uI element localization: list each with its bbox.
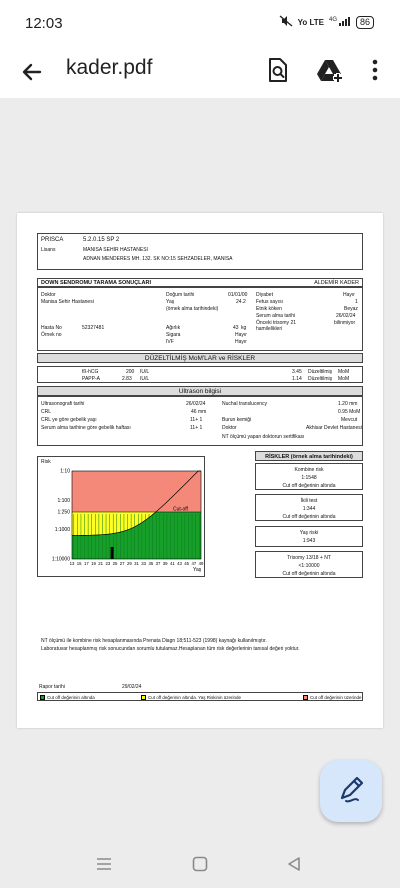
footnote-2: Laboratuvar hesaplanmış risk sonucundan sorumlu tutulamaz.Hesaplanan tüm risk değerlerinin tanısal değeri yoktur. (41, 646, 300, 652)
header-box (37, 233, 363, 270)
agirlik-label: Ağırlık (166, 325, 181, 331)
ornek-no-label: Örnek no (41, 332, 62, 338)
menu-lines-icon (94, 856, 114, 872)
search-document-button[interactable] (262, 55, 292, 85)
fetus-label: Fetus sayısı (256, 299, 283, 305)
legend-swatch-mid (141, 695, 146, 700)
risk-card (255, 463, 363, 490)
etnik-value: Beyaz (344, 306, 358, 312)
license-label: Lisans (41, 247, 56, 253)
risk-card (255, 551, 363, 578)
x-tick-label: 41 (169, 561, 175, 566)
more-options-button[interactable] (364, 55, 386, 85)
risk-title: Yaş riski (299, 530, 319, 536)
software-version: 5.2.0.15 SP 2 (83, 237, 120, 243)
x-tick-label: 31 (134, 561, 139, 566)
hasta-no-value: 52327481 (82, 325, 105, 331)
y-ticks (52, 469, 70, 563)
x-tick-label: 17 (83, 561, 89, 566)
legend-swatch-high (303, 695, 308, 700)
sigara-value: Hayır (235, 332, 247, 338)
nt-value: 1.20 mm (338, 401, 358, 407)
mute-icon (279, 15, 293, 30)
y-tick-label: 1:100 (57, 497, 70, 504)
x-tick-label: 15 (76, 561, 82, 566)
y-tick-label: 1:10 (60, 468, 70, 475)
pdf-page (17, 213, 383, 728)
nt-label: Nuchal translucency (222, 401, 268, 407)
x-tick-label: 25 (112, 561, 118, 566)
risk-card (255, 494, 363, 521)
agirlik-unit: kg (241, 325, 247, 331)
ultrasound-title: Ultrason bilgisi (178, 388, 222, 395)
app-bar (0, 46, 400, 98)
serum-age-label: Serum alma tarihine göre gebelik haftası (41, 425, 131, 431)
risk-card (255, 526, 363, 547)
volte-icon: Yo LTE (297, 17, 324, 27)
legend-label: Cut off değerinin üzerinde (310, 694, 362, 700)
risk-note: Cut off değerinin altında (282, 571, 336, 577)
license-line2: ADNAN MENDERES MH. 132. SK NO:15 SEHZADELER, MANISA (83, 256, 233, 262)
report-title: DOWN SENDROMU TARAMA SONUÇLARI (41, 280, 151, 286)
us-doctor-label: Doktor (222, 425, 237, 431)
us-date-label: Ultrasonografi tarihi (41, 401, 85, 407)
ultrasound-header (37, 386, 363, 396)
y-tick-label: 1:1000 (54, 527, 70, 534)
risk-title: İkili test (300, 498, 318, 504)
x-tick-label: 35 (148, 561, 154, 566)
marker-value: 2.83 (122, 376, 132, 382)
software-label: PRISCA (41, 237, 64, 243)
onceki-label2: hamilelikleri (256, 326, 283, 332)
home-button[interactable] (191, 855, 209, 873)
cutoff-label: Cut-off (173, 506, 188, 513)
risk-value: <1:10000 (298, 563, 320, 569)
us-date-value: 26/02/24 (186, 401, 206, 407)
mom-section-title: DÜZELTİLMİŞ MoM'LAR ve RİSKLER (144, 355, 256, 362)
etnik-label: Etnik köken (256, 306, 282, 312)
marker-unit: IU/L (140, 369, 150, 375)
risk-note: Cut off değerinin altında (282, 514, 336, 520)
serum-label: Serum alma tarihi (256, 313, 296, 319)
risks-header (255, 451, 363, 461)
risk-chart-box (37, 456, 205, 577)
crl-age-label: CRL ye göre gebelik yaşı (41, 417, 97, 423)
status-bar (0, 0, 400, 46)
agirlik-value: 43 (233, 325, 239, 331)
license-line1: MANISA SEHIR HASTANESI (83, 247, 148, 253)
risk-title: Kombine risk (294, 467, 324, 473)
marker-name: fß-hCG (82, 369, 99, 375)
us-doctor-value: Akhisar Devlet Hastanesi (306, 425, 362, 431)
edit-pen-icon (320, 760, 382, 822)
arrow-left-icon (18, 58, 46, 86)
x-tick-label: 45 (184, 561, 190, 566)
hasta-no-label: Hasta No (41, 325, 62, 331)
x-tick-label: 19 (91, 561, 96, 566)
back-nav-button[interactable] (285, 855, 303, 873)
y-tick-label: 1:10000 (51, 556, 70, 563)
edit-fab[interactable] (320, 760, 382, 822)
x-tick-label: 21 (98, 561, 104, 566)
svg-text:4G: 4G (328, 17, 337, 23)
nt-mom: 0.95 MoM (338, 409, 361, 415)
mom-section-header (37, 353, 363, 363)
diyabet-label: Diyabet (256, 292, 273, 298)
yas-label: Yaş (166, 299, 175, 305)
marker-mom-label: Düzeltilmiş (308, 369, 333, 375)
yas-value: 24.2 (236, 299, 246, 305)
ivf-label: IVF (166, 339, 174, 345)
fetus-value: 1 (355, 299, 358, 305)
x-tick-label: 49 (198, 561, 204, 566)
yas-note: (örnek alma tarihindeki) (166, 306, 219, 312)
risk-chart (38, 457, 204, 576)
x-tick-label: 13 (69, 561, 75, 566)
markers-box (37, 366, 363, 383)
risk-value: 1:943 (302, 538, 316, 544)
report-title-row (37, 278, 363, 287)
onceki-value: bilinmiyor (334, 320, 356, 326)
marker-mom-unit: MoM (338, 369, 350, 375)
cert-label: NT ölçümü yapan doktorun sertifikası (222, 434, 305, 440)
nasal-value: Mevcut (341, 417, 358, 423)
marker-unit: IU/L (140, 376, 150, 382)
legend-label: Cut off değerinin altında. Yaş Riskinin üzerinde (148, 694, 242, 700)
marker-mom: 3.45 (292, 369, 302, 375)
x-tick-label: 43 (177, 561, 182, 566)
report-date-label: Rapor tarihi (39, 684, 65, 690)
ultrasound-box (37, 396, 363, 446)
chart-xlabel: Yaş (193, 567, 202, 573)
crl-value: 46 mm (191, 409, 207, 415)
marker-value: 200 (126, 369, 135, 375)
ivf-value: Hayır (235, 339, 247, 345)
x-tick-label: 29 (126, 561, 132, 566)
patient-name: ALDEMİR KADER (314, 280, 359, 286)
more-vert-icon (364, 55, 386, 85)
recent-apps-button[interactable] (94, 856, 114, 872)
marker-mom-label: Düzeltilmiş (308, 376, 333, 382)
patient-info-box (37, 287, 363, 351)
risk-value: 1:1548 (301, 475, 317, 481)
drive-add-icon (314, 55, 344, 85)
document-title: kader.pdf (66, 56, 153, 79)
x-tick-label: 37 (155, 561, 161, 566)
legend-swatch-low (40, 695, 45, 700)
status-icons (279, 15, 374, 30)
sigara-label: Sigara (166, 332, 181, 338)
crl-age-value: 11+ 1 (190, 417, 203, 423)
risk-note: Cut off değerinin altında (282, 483, 336, 489)
doktor-label: Doktor (41, 292, 56, 298)
legend-box (37, 692, 363, 701)
doktor-value: Manisa Sehir Hastanesi (41, 299, 94, 305)
home-square-icon (191, 855, 209, 873)
dogum-value: 01/01/00 (228, 292, 248, 298)
x-tick-label: 47 (191, 561, 197, 566)
report-date-value: 29/02/24 (122, 684, 142, 690)
x-tick-label: 33 (141, 561, 147, 566)
legend-label: Cut off değerinin altında (47, 694, 95, 700)
add-to-drive-button[interactable] (314, 55, 344, 85)
serum-age-value: 11+ 1 (190, 425, 203, 431)
serum-value: 26/02/24 (336, 313, 356, 319)
marker-mom: 1.14 (292, 376, 302, 382)
y-tick-label: 1:250 (57, 509, 70, 516)
x-tick-label: 39 (162, 561, 168, 566)
back-triangle-icon (285, 855, 303, 873)
x-tick-label: 27 (119, 561, 125, 566)
onceki-label: Önceki trisomy 21 (256, 320, 297, 326)
x-ticks (70, 561, 204, 566)
signal-icon (329, 15, 351, 30)
chart-ylabel: Risk (41, 459, 51, 465)
crl-label: CRL (41, 409, 52, 415)
x-tick-label: 23 (105, 561, 111, 566)
system-nav-bar (0, 840, 400, 888)
nasal-label: Burun kemiği (222, 417, 252, 423)
status-time: 12:03 (25, 15, 63, 32)
dogum-label: Doğum tarihi (166, 292, 195, 298)
marker-mom-unit: MoM (338, 376, 350, 382)
risk-value: 1:344 (302, 506, 316, 512)
document-search-icon (262, 55, 292, 85)
marker-name: PAPP-A (82, 376, 100, 382)
risk-title: Trisomy 13/18 + NT (287, 555, 331, 561)
battery-icon: 86 (356, 16, 374, 29)
diyabet-value: Hayır (343, 292, 355, 298)
back-button[interactable] (18, 58, 46, 86)
patient-marker (111, 547, 114, 559)
footnote-1: NT ölçümü ile kombine risk hesaplanmasında Prenata Diagn 18;511-523 (1998) kaynağı kullanılmıştır. (41, 638, 267, 644)
risks-title: RİSKLER (örnek alma tarihindeki) (265, 453, 353, 460)
